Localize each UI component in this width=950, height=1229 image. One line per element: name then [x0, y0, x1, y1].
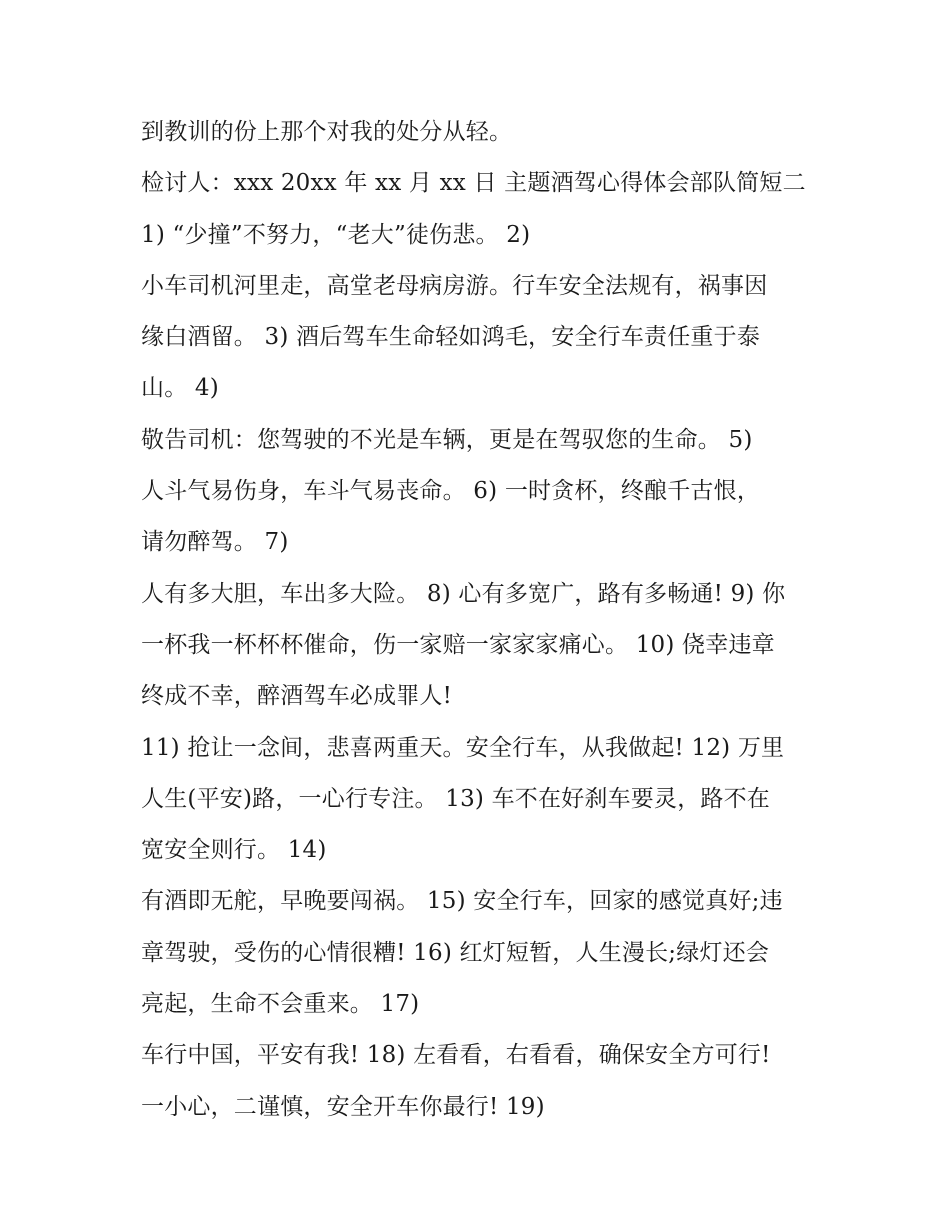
text-line: 人生(平安)路，一心行专注。 13) 车不在好刹车要灵，路不在: [141, 785, 771, 812]
text-line: 亮起，生命不会重来。 17): [141, 991, 420, 1018]
text-line: 人斗气易伤身，车斗气易丧命。 6) 一时贪杯，终酿千古恨，: [141, 478, 761, 505]
text-line: 1) “少撞”不努力，“老大”徒伤悲。 2): [141, 221, 531, 248]
text-line: 到教训的份上那个对我的处分从轻。: [141, 119, 513, 145]
text-line: 11) 抢让一念间，悲喜两重天。安全行车，从我做起! 12) 万里: [141, 734, 785, 761]
text-line: 检讨人：xxx 20xx 年 xx 月 xx 日 主题酒驾心得体会部队简短二: [141, 170, 806, 197]
text-line: 有酒即无舵，早晚要闯祸。 15) 安全行车，回家的感觉真好;违: [141, 888, 783, 915]
text-line: 请勿醉驾。 7): [141, 529, 289, 556]
text-line: 山。 4): [141, 375, 219, 402]
document-body: [141, 107, 821, 1133]
text-line: 宽安全则行。 14): [141, 837, 327, 864]
text-line: 一小心，二谨慎，安全开车你最行! 19): [141, 1093, 545, 1120]
text-line: 敬告司机：您驾驶的不光是车辆，更是在驾驭您的生命。 5): [141, 426, 753, 453]
text-line: 缘白酒留。 3) 酒后驾车生命轻如鸿毛，安全行车责任重于泰: [141, 324, 761, 351]
text-line: 终成不幸，醉酒驾车必成罪人!: [141, 683, 453, 710]
text-line: 小车司机河里走，高堂老母病房游。行车安全法规有，祸事因: [141, 272, 768, 299]
text-line: 章驾驶，受伤的心情很糟! 16) 红灯短暂，人生漫长;绿灯还会: [141, 939, 770, 966]
text-line: 人有多大胆，车出多大险。 8) 心有多宽广，路有多畅通! 9) 你: [141, 580, 786, 607]
text-line: 一杯我一杯杯杯催命，伤一家赔一家家家痛心。 10) 侥幸违章: [141, 631, 775, 658]
text-line: 车行中国，平安有我! 18) 左看看，右看看，确保安全方可行!: [141, 1042, 771, 1069]
